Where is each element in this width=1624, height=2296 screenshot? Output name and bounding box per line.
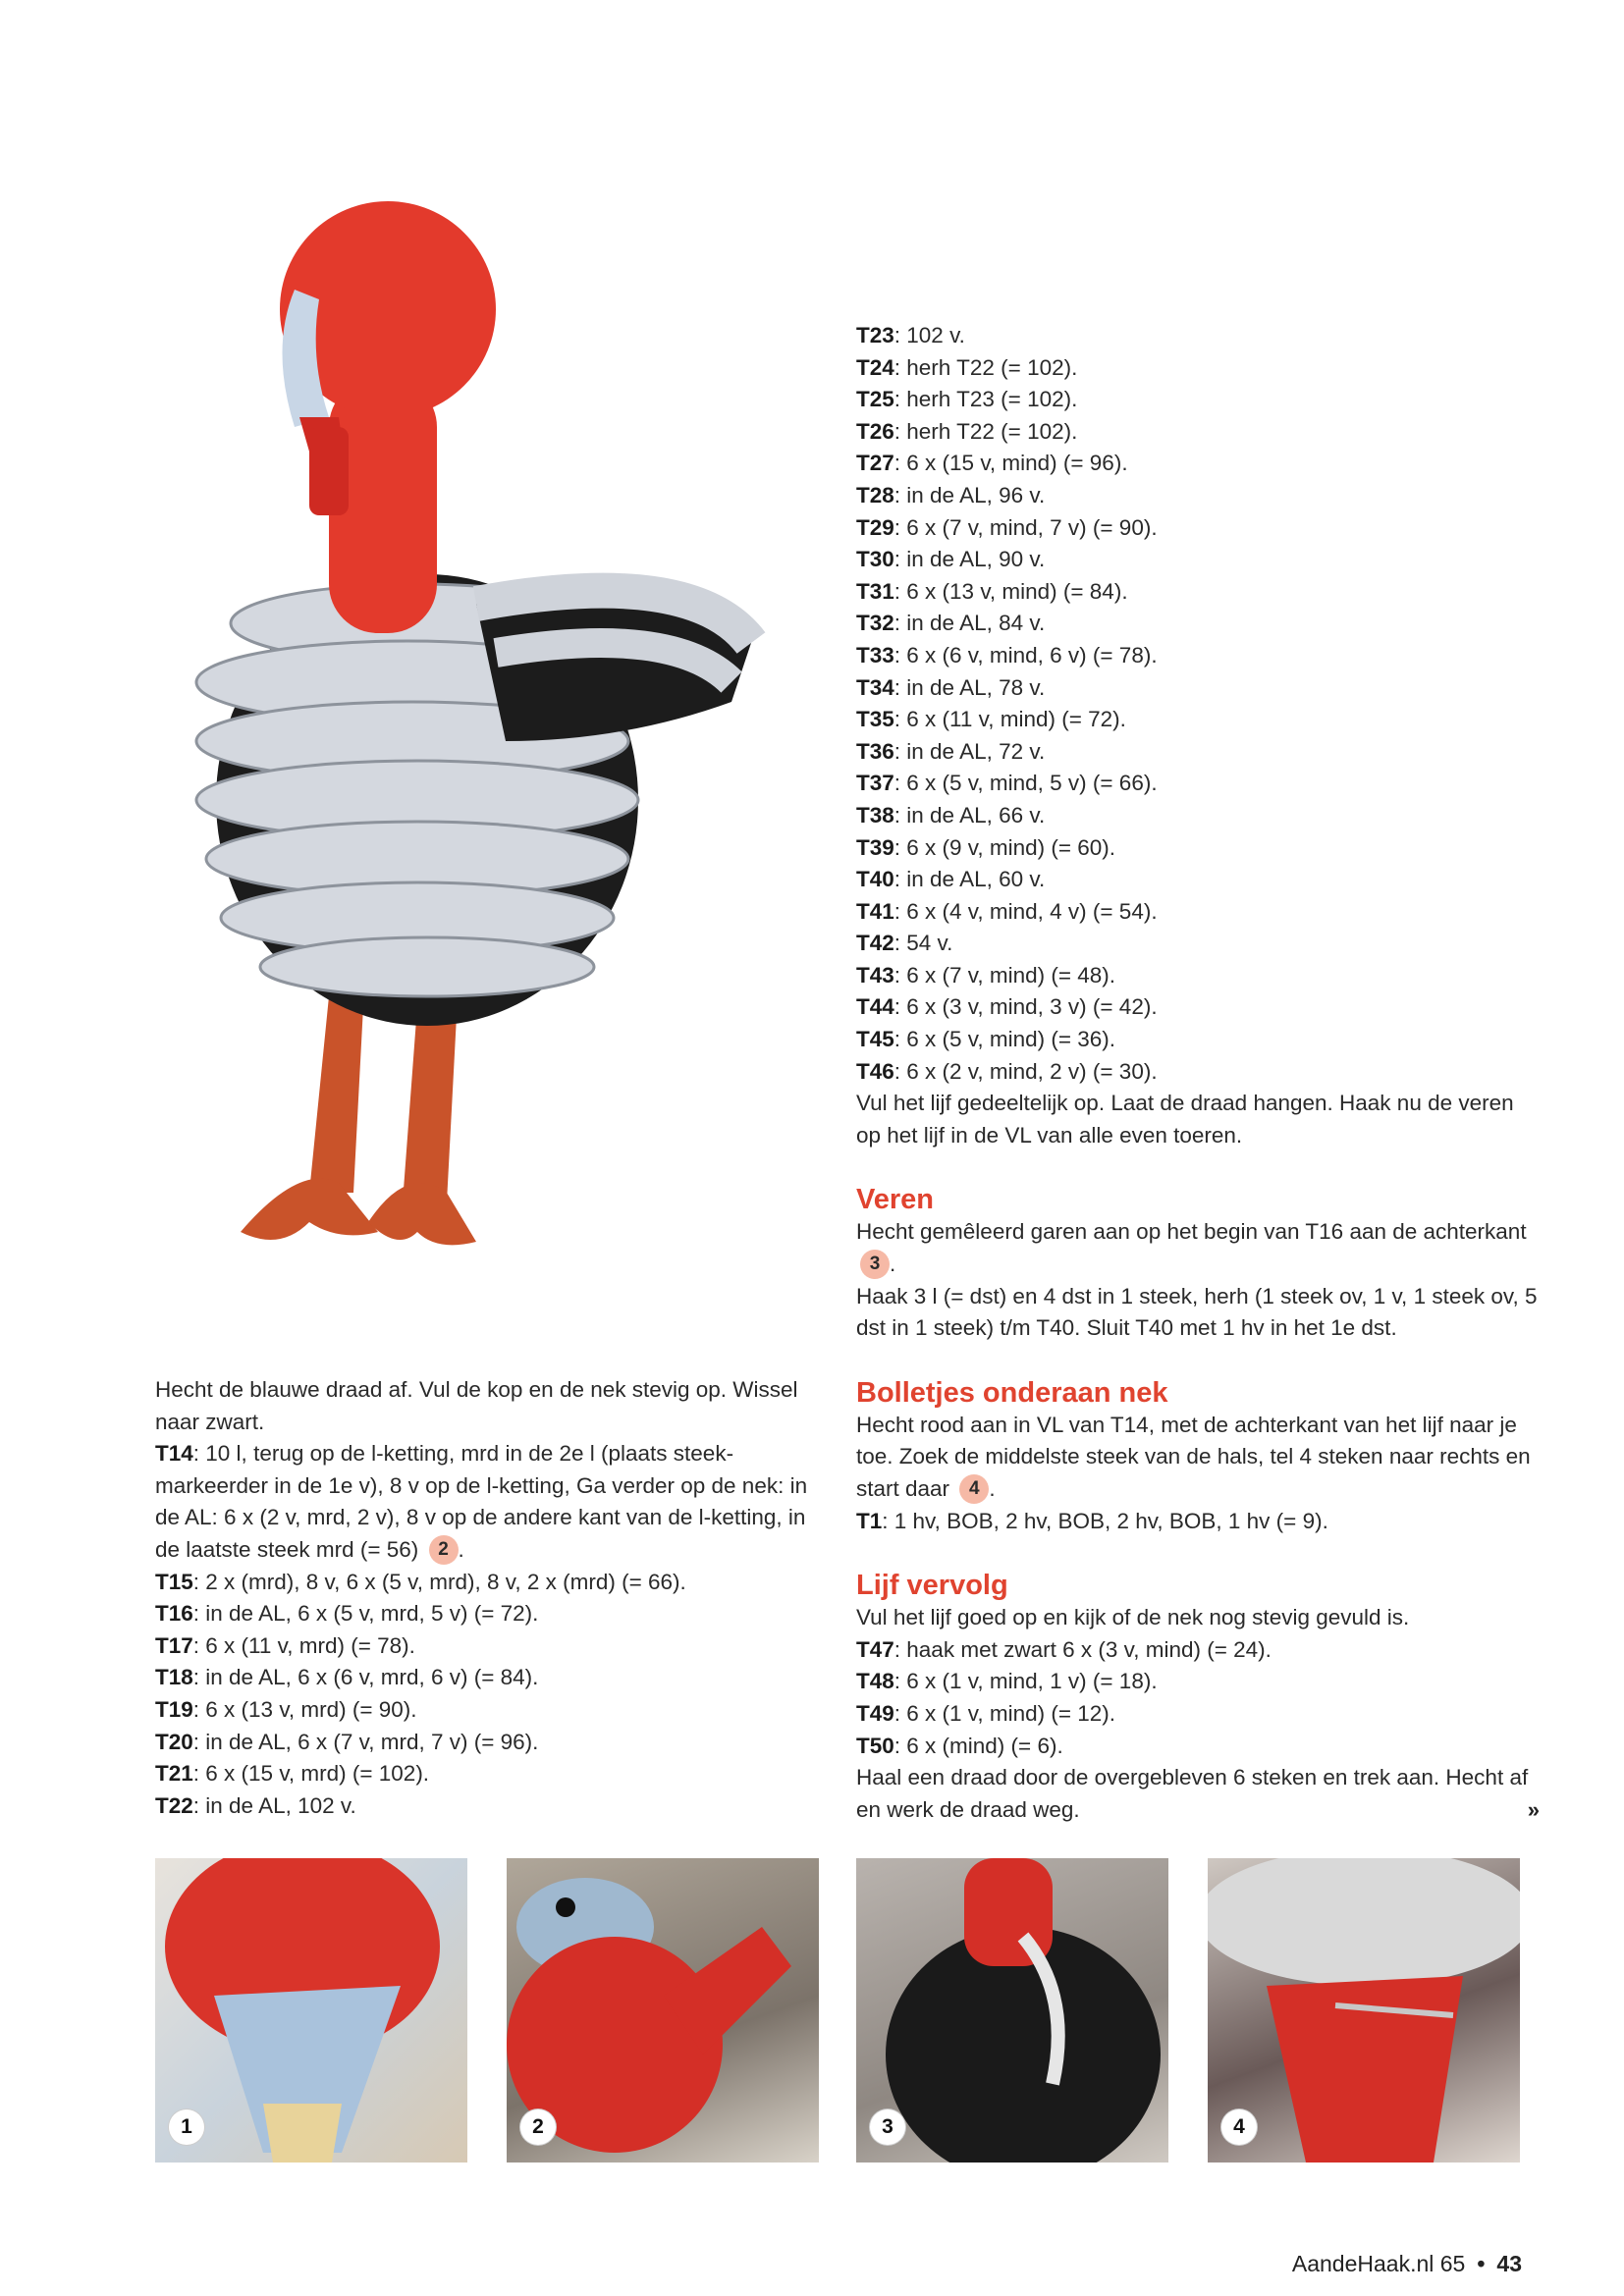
round-t32: T32: in de AL, 84 v. [856,611,1046,636]
round-t20: T20: in de AL, 6 x (7 v, mrd, 7 v) (= 96). [155,1729,539,1754]
round-t43: T43: 6 x (7 v, mind) (= 48). [856,962,1116,988]
step-photo-2-illustration [507,1858,819,2163]
round-t34: T34: in de AL, 78 v. [856,674,1046,700]
round-t37: T37: 6 x (5 v, mind, 5 v) (= 66). [856,771,1158,796]
lijf-end-text: Haal een draad door de overgebleven 6 steken en trek aan. Hecht af en werk de draad weg. [856,1765,1529,1822]
veren-paragraph-2: Haak 3 l (= dst) en 4 dst in 1 steek, herh (1 steek ov, 1 v, 1 steek ov, 5 dst in 1 steek) t/m T40. Sluit T40 met 1 hv in het 1e dst. [856,1283,1538,1341]
footer-site-label: AandeHaak.nl 65 [1291,2251,1466,2276]
round-t40: T40: in de AL, 60 v. [856,867,1046,892]
round-t16: T16: in de AL, 6 x (5 v, mrd, 5 v) (= 72). [155,1601,539,1627]
section-heading-lijf-vervolg: Lijf vervolg [856,1570,1008,1602]
step-number-badge: 3 [870,2109,905,2145]
round-t50: T50: 6 x (mind) (= 6). [856,1733,1063,1758]
round-t31: T31: 6 x (13 v, mind) (= 84). [856,578,1128,604]
page-number: 43 [1496,2251,1522,2276]
page-footer [1292,2251,1522,2277]
round-t17: T17: 6 x (11 v, mrd) (= 78). [155,1632,415,1658]
bolletjes-paragraph-1: Hecht rood aan in VL van T14, met de achterkant van het lijf naar je toe. Zoek de middelste steek van de hals, tel 4 steken naar rechts en start daar 4 . [856,1410,1543,1506]
step-photo-3-illustration [856,1858,1168,2163]
step-badge-4: 4 [959,1474,989,1504]
step-photo-1 [155,1858,467,2163]
round-t45: T45: 6 x (5 v, mind) (= 36). [856,1027,1116,1052]
round-t24: T24: herh T22 (= 102). [856,354,1078,380]
body-closing-text: Vul het lijf gedeeltelijk op. Laat de draad hangen. Haak nu de veren op het lijf in de VL van alle even toeren. [856,1091,1514,1148]
section-heading-bolletjes: Bolletjes onderaan nek [856,1376,1168,1409]
round-t21: T21: 6 x (15 v, mrd) (= 102). [155,1761,430,1787]
round-t23: T23: 102 v. [856,323,965,347]
left-intro: Hecht de blauwe draad af. Vul de kop en de nek stevig op. Wissel naar zwart. [155,1377,798,1434]
step-photo-2 [507,1858,819,2163]
turkey-illustration [182,191,771,1281]
round-t35: T35: 6 x (11 v, mind) (= 72). [856,707,1126,732]
round-list-lijf [856,1634,1543,1762]
step-number-badge: 2 [520,2109,556,2145]
round-t18: T18: in de AL, 6 x (6 v, mrd, 6 v) (= 84). [155,1665,539,1690]
turkey-photo [182,191,771,1281]
round-t41: T41: 6 x (4 v, mind, 4 v) (= 54). [856,898,1158,924]
round-t26: T26: herh T22 (= 102). [856,418,1078,444]
round-t14: T14: 10 l, terug op de l-ketting, mrd in de 2e l (plaats steek-markeerder in de 1e v), 8 v op de l-ketting, Ga verder op de nek: in de AL: 6 x (2 v, mrd, 2 v), 8 v op de andere kant van de l-ketting, in de laatste steek mrd (= 56) 2 . [155,1438,823,1566]
bolletjes-round-t1: T1: 1 hv, BOB, 2 hv, BOB, 2 hv, BOB, 1 hv (= 9). [856,1508,1328,1533]
round-t46: T46: 6 x (2 v, mind, 2 v) (= 30). [856,1058,1158,1084]
round-list-right [856,320,1543,1088]
step-badge-2: 2 [429,1535,459,1565]
round-t49: T49: 6 x (1 v, mind) (= 12). [856,1700,1116,1726]
round-t33: T33: 6 x (6 v, mind, 6 v) (= 78). [856,642,1158,667]
round-t30: T30: in de AL, 90 v. [856,547,1046,572]
round-t38: T38: in de AL, 66 v. [856,802,1046,828]
round-t44: T44: 6 x (3 v, mind, 3 v) (= 42). [856,994,1158,1020]
continue-arrow-icon: » [1527,1796,1540,1822]
round-t36: T36: in de AL, 72 v. [856,738,1046,764]
round-t25: T25: herh T23 (= 102). [856,387,1078,412]
step-photo-4 [1208,1858,1520,2163]
section-heading-veren: Veren [856,1184,934,1216]
round-t48: T48: 6 x (1 v, mind, 1 v) (= 18). [856,1669,1158,1694]
round-t47: T47: haak met zwart 6 x (3 v, mind) (= 24). [856,1636,1272,1662]
round-t22: T22: in de AL, 102 v. [155,1792,356,1818]
step-photo-1-illustration [155,1858,467,2163]
step-number-badge: 4 [1221,2109,1257,2145]
round-list-left [155,1567,823,1823]
round-t27: T27: 6 x (15 v, mind) (= 96). [856,451,1128,476]
step-photo-4-illustration [1208,1858,1520,2163]
instructions-left-column [155,1374,823,1822]
round-t42: T42: 54 v. [856,931,953,956]
instructions-right-column [856,320,1543,1826]
lijf-intro: Vul het lijf goed op en kijk of de nek nog stevig gevuld is. [856,1605,1410,1630]
step-photo-3 [856,1858,1168,2163]
footer-separator-dot: • [1477,2251,1486,2276]
round-t15: T15: 2 x (mrd), 8 v, 6 x (5 v, mrd), 8 v, 2 x (mrd) (= 66). [155,1569,686,1594]
round-t19: T19: 6 x (13 v, mrd) (= 90). [155,1696,417,1722]
round-t29: T29: 6 x (7 v, mind, 7 v) (= 90). [856,514,1158,540]
step-number-badge: 1 [169,2109,204,2145]
step-badge-3: 3 [860,1250,890,1279]
round-t39: T39: 6 x (9 v, mind) (= 60). [856,834,1116,860]
veren-paragraph-1: Hecht gemêleerd garen aan op het begin van T16 aan de achterkant 3 . [856,1216,1543,1280]
round-t28: T28: in de AL, 96 v. [856,482,1046,507]
